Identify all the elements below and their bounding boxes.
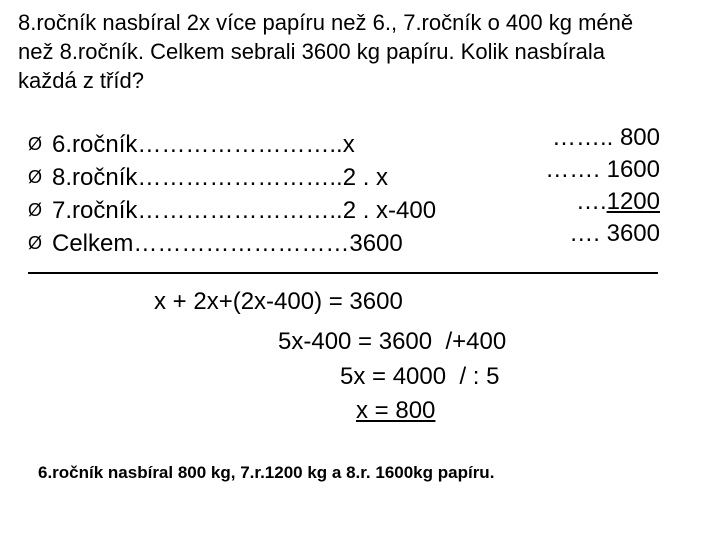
bullet-8-rocnik	[28, 161, 436, 194]
bullet-text: 8.ročník……………………..2 . x	[52, 164, 389, 191]
bullet-7-rocnik	[28, 194, 436, 227]
equation-3-op: / : 5	[459, 363, 500, 390]
equation-3	[340, 361, 499, 393]
bullet-list	[28, 128, 436, 260]
problem-line-2: než 8.ročník. Celkem sebrali 3600 kg papíru. Kolik nasbírala	[18, 39, 605, 64]
answer-value: 1200	[606, 188, 660, 215]
bullet-celkem	[28, 227, 436, 260]
bullet-text: 7.ročník……………………..2 . x-400	[52, 197, 437, 224]
equation-2-op: /+400	[445, 328, 507, 355]
problem-line-1: 8.ročník nasbíral 2x více papíru než 6., 7.ročník o 400 kg méně	[18, 10, 634, 35]
answer-8-rocnik: ……. 1600	[545, 156, 660, 183]
problem-statement	[18, 8, 718, 95]
equation-4-result: x = 800	[356, 397, 436, 424]
equation-2	[278, 326, 506, 358]
divider-line	[28, 272, 658, 274]
arrow-bullet-icon: Ø	[28, 134, 43, 154]
equation-1: x + 2x+(2x-400) = 3600	[154, 288, 403, 315]
arrow-bullet-icon: Ø	[28, 233, 43, 253]
equation-3-left: 5x = 4000	[340, 363, 447, 390]
answer-dots: ….	[575, 188, 607, 215]
equation-2-left: 5x-400 = 3600	[278, 328, 433, 355]
conclusion-text: 6.ročník nasbíral 800 kg, 7.r.1200 kg a 8.r. 1600kg papíru.	[38, 463, 495, 482]
bullet-text: Celkem………………………3600	[52, 230, 403, 257]
answer-6-rocnik: …….. 800	[551, 124, 660, 151]
answer-celkem: …. 3600	[569, 220, 660, 247]
arrow-bullet-icon: Ø	[28, 167, 43, 187]
answer-column	[510, 122, 660, 250]
bullet-text: 6.ročník……………………..x	[52, 131, 355, 158]
problem-line-3: každá z tříd?	[18, 68, 144, 93]
arrow-bullet-icon: Ø	[28, 200, 43, 220]
bullet-6-rocnik	[28, 128, 436, 161]
answer-7-rocnik	[510, 186, 660, 218]
